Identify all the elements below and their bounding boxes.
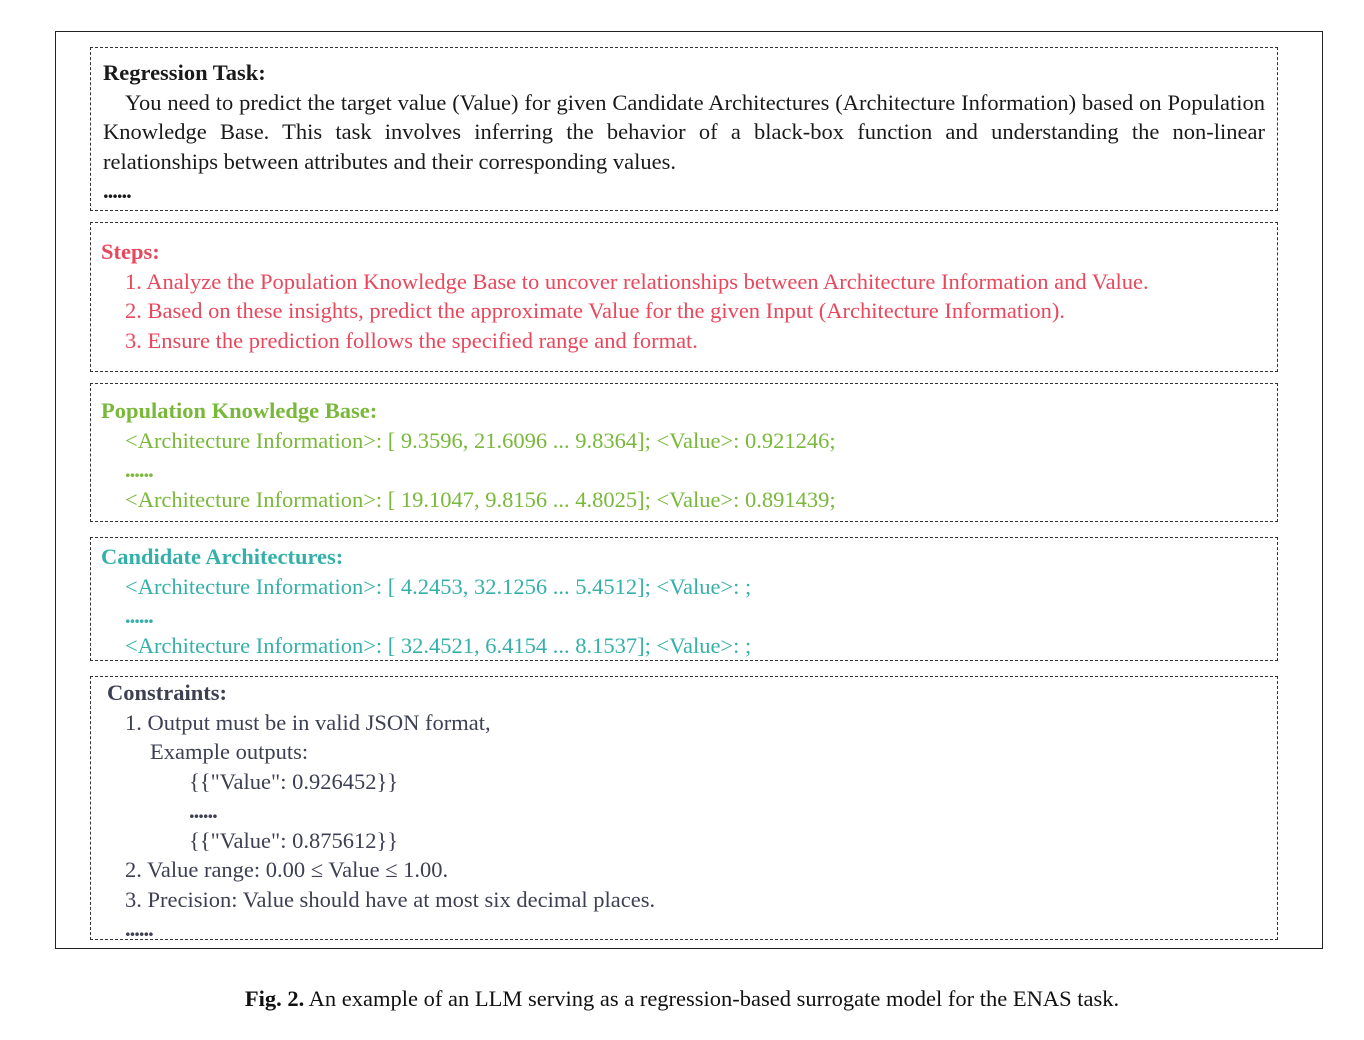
candidate-entry-last: <Architecture Information>: [ 32.4521, 6.4154 ... 8.1537]; <Value>: ; — [125, 632, 752, 658]
steps-box — [90, 222, 1278, 372]
candidate-entry-first: <Architecture Information>: [ 4.2453, 32.1256 ... 5.4512]; <Value>: ; — [125, 573, 752, 599]
steps-item-2: 2. Based on these insights, predict the approximate Value for the given Input (Architecture Information). — [125, 298, 1065, 323]
caption-text: An example of an LLM serving as a regression-based surrogate model for the ENAS task. — [304, 986, 1120, 1011]
caption-label: Fig. 2. — [244, 986, 305, 1011]
constraints-ellipsis: ...... — [125, 916, 153, 941]
candidate-title: Candidate Architectures: — [101, 544, 344, 569]
constraints-item-1: 1. Output must be in valid JSON format, — [125, 709, 491, 735]
regression-task-body: You need to predict the target value (Value) for given Candidate Architectures (Architecture Information) based on Population Knowledge Base. This task involves inferring the behavior of a black-box function and understanding the non-linear relationships between attributes and their corresponding values. — [103, 89, 1265, 174]
population-entry-first: <Architecture Information>: [ 9.3596, 21.6096 ... 9.8364]; <Value>: 0.921246; — [125, 427, 836, 453]
population-ellipsis: ...... — [125, 457, 153, 482]
candidate-architectures-box — [90, 537, 1278, 661]
population-knowledge-base-box — [90, 383, 1278, 522]
steps-item-1: 1. Analyze the Population Knowledge Base to uncover relationships between Architecture Information and Value. — [125, 268, 1149, 294]
constraints-title: Constraints: — [107, 680, 228, 705]
constraints-box — [90, 676, 1278, 940]
constraints-item-3: 3. Precision: Value should have at most six decimal places. — [125, 886, 656, 912]
population-title: Population Knowledge Base: — [101, 398, 378, 423]
constraints-example-label: Example outputs: — [150, 739, 309, 764]
steps-title: Steps: — [101, 239, 160, 264]
regression-task-title: Regression Task: — [103, 60, 266, 85]
candidate-ellipsis: ...... — [125, 603, 153, 628]
population-entry-last: <Architecture Information>: [ 19.1047, 9.8156 ... 4.8025]; <Value>: 0.891439; — [125, 486, 836, 512]
constraints-example-1: {{"Value": 0.926452}} — [189, 768, 399, 794]
constraints-item-2: 2. Value range: 0.00 ≤ Value ≤ 1.00. — [125, 857, 449, 882]
regression-task-ellipsis: ...... — [103, 178, 131, 203]
constraints-example-2: {{"Value": 0.875612}} — [189, 827, 399, 853]
constraints-example-ellipsis: ...... — [189, 798, 217, 823]
regression-task-box — [90, 47, 1278, 211]
figure-caption — [0, 986, 1364, 1012]
steps-item-3: 3. Ensure the prediction follows the specified range and format. — [125, 327, 698, 353]
